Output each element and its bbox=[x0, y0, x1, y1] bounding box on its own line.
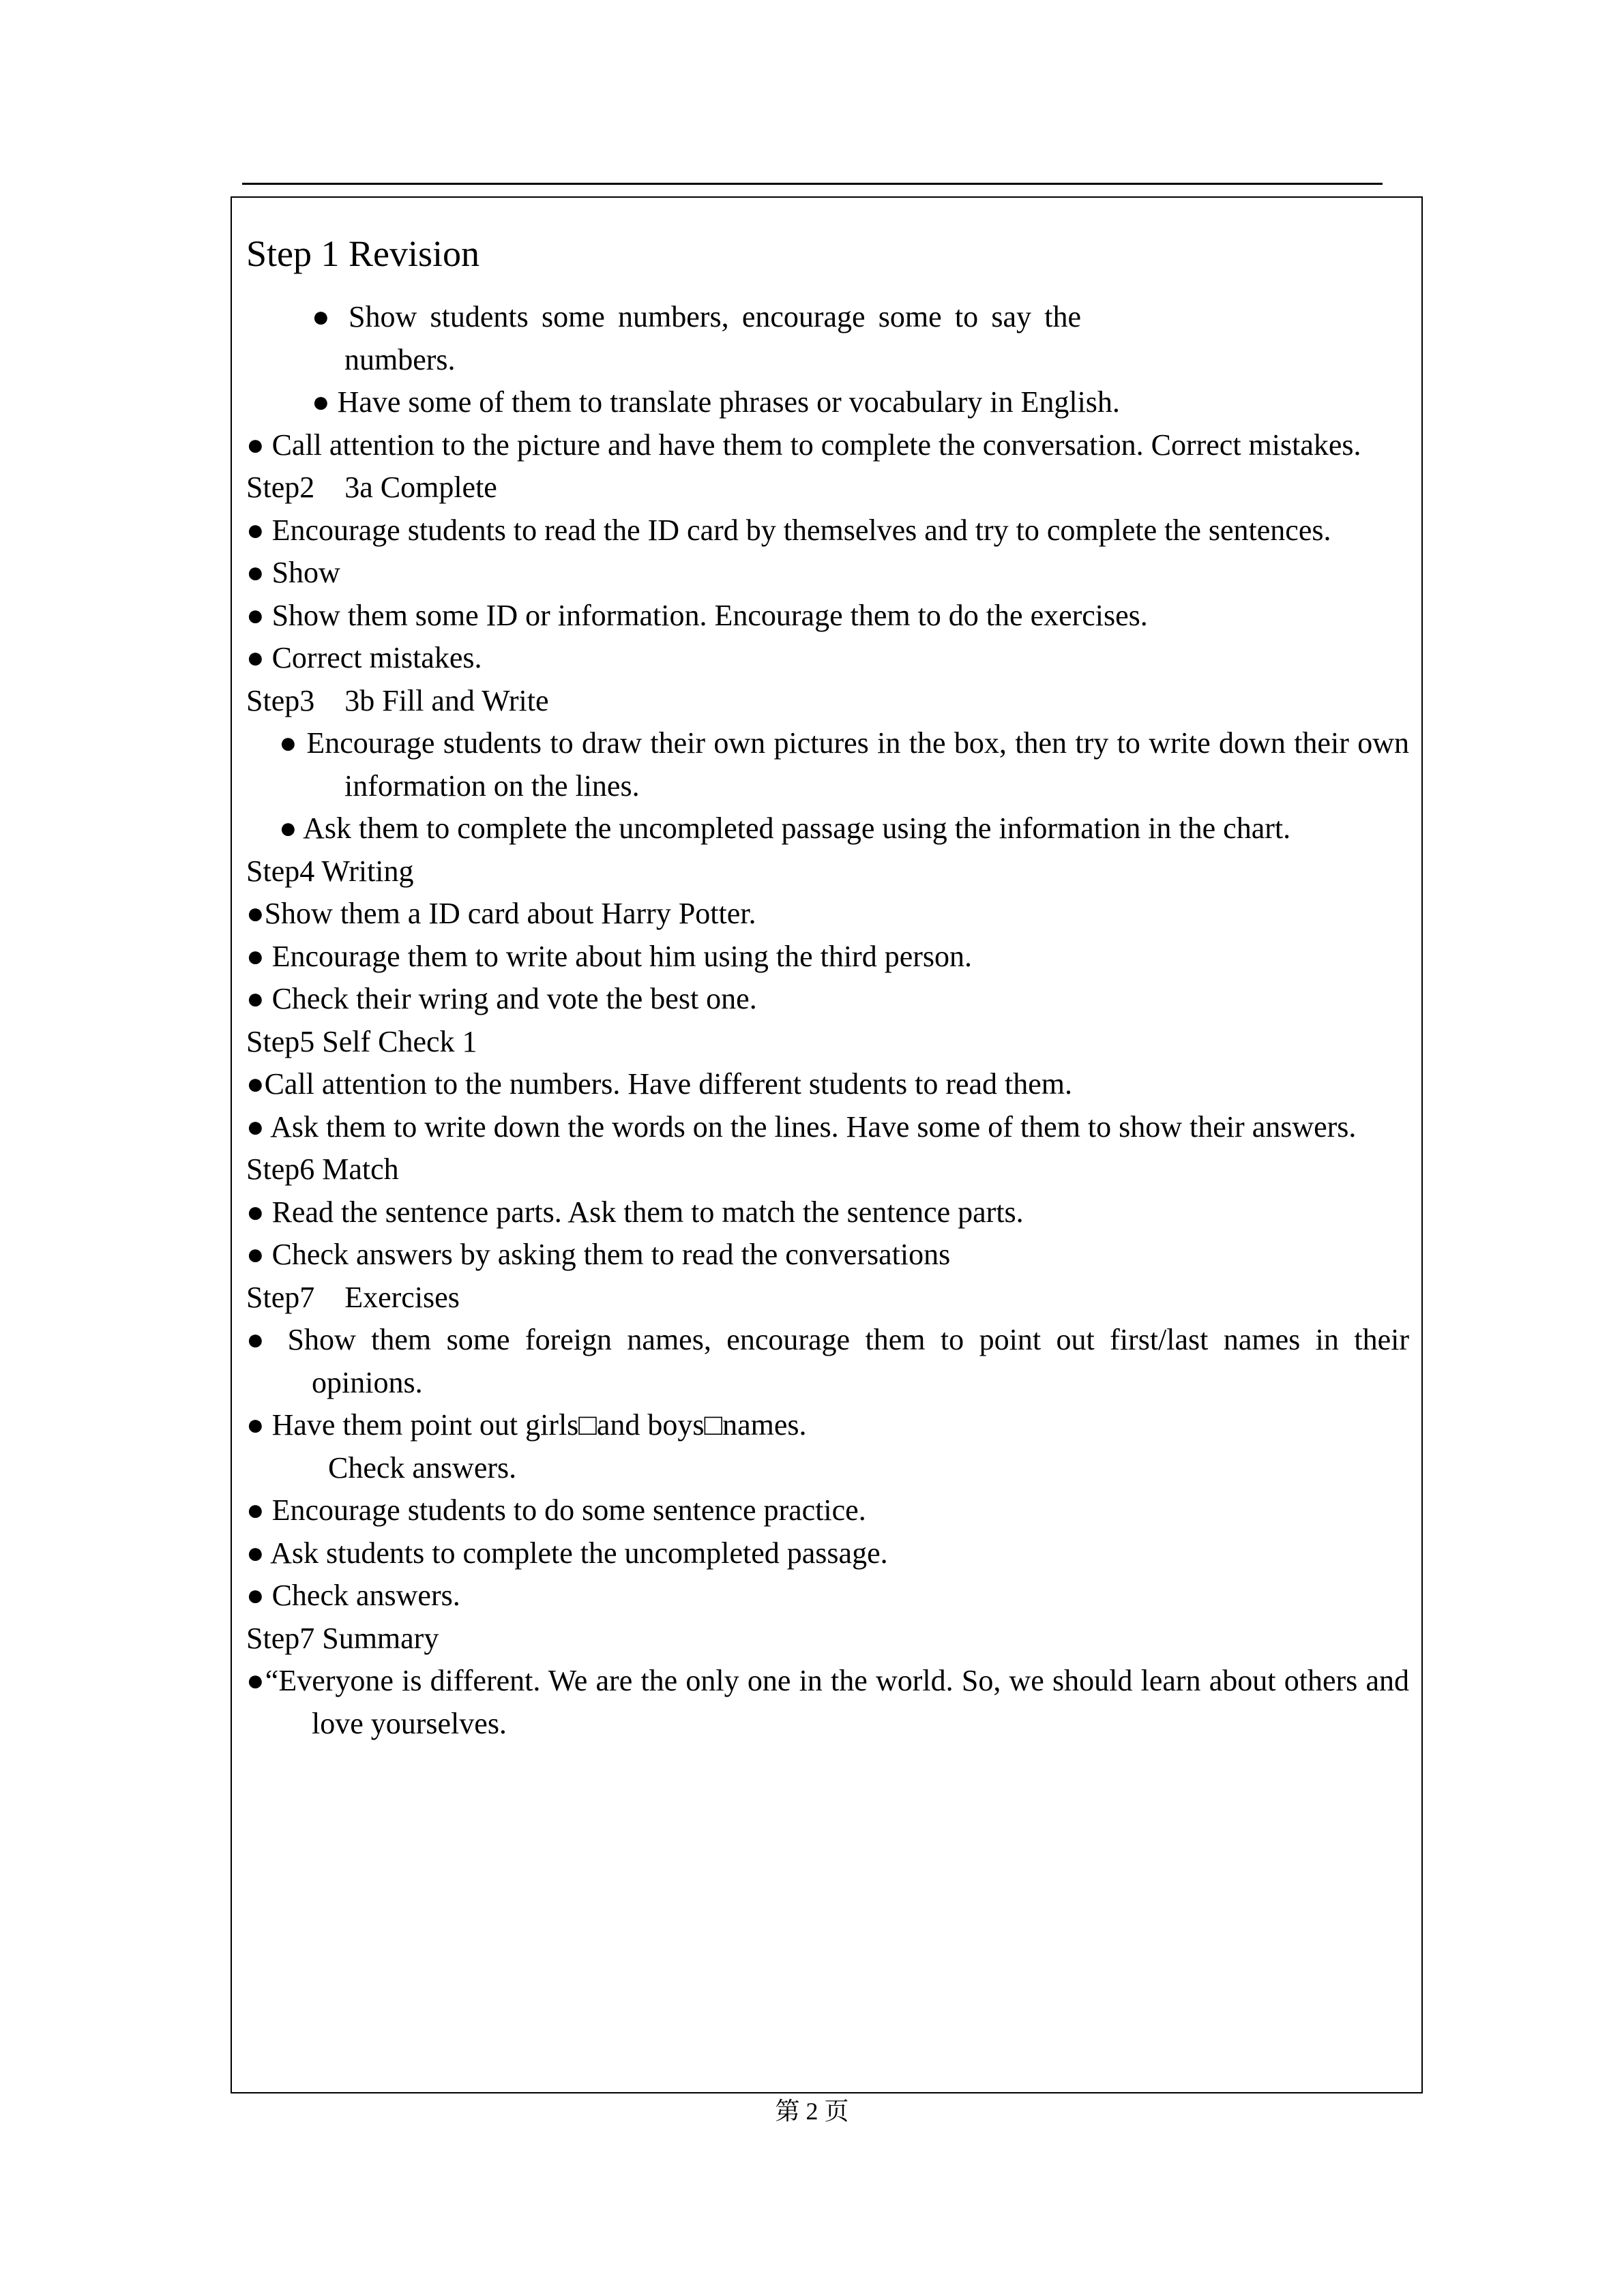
step7-bullet-5: ● Check answers. bbox=[246, 1579, 460, 1612]
step2-heading: Step2 3a Complete bbox=[246, 471, 497, 504]
step1-bullet-1: ● Show students some numbers, encourage some to say the numbers. bbox=[312, 300, 1081, 376]
step1-bullet-3: ● Call attention to the picture and have them to complete the conversation. Correct mistakes. bbox=[246, 428, 1361, 462]
step6-heading: Step6 Match bbox=[246, 1152, 399, 1186]
step7-bullet-4: ● Ask students to complete the uncompleted passage. bbox=[246, 1536, 888, 1570]
step3-heading: Step3 3b Fill and Write bbox=[246, 683, 549, 717]
step1-bullet-2: ● Have some of them to translate phrases or vocabulary in English. bbox=[312, 385, 1120, 419]
step7-bullet-3: ● Encourage students to do some sentence practice. bbox=[246, 1493, 866, 1527]
step7-heading: Step7 Exercises bbox=[246, 1280, 460, 1314]
step6-bullet-1: ● Read the sentence parts. Ask them to match the sentence parts. bbox=[246, 1195, 1024, 1229]
summary-heading: Step7 Summary bbox=[246, 1621, 439, 1655]
step4-heading: Step4 Writing bbox=[246, 854, 414, 888]
step7-bullet-1: ● Show them some foreign names, encourage them to point out first/last names in their opinions. bbox=[246, 1323, 1409, 1399]
step4-bullet-2: ● Encourage them to write about him using the third person. bbox=[246, 939, 973, 973]
step7-bullet-2-continuation: Check answers. bbox=[328, 1450, 517, 1485]
step3-bullet-2: ● Ask them to complete the uncompleted passage using the information in the chart. bbox=[279, 811, 1291, 845]
step4-bullet-1: ●Show them a ID card about Harry Potter. bbox=[246, 897, 756, 930]
section-title: Step 1 Revision bbox=[246, 233, 480, 274]
lesson-plan bbox=[246, 225, 1409, 1745]
step5-bullet-1: ●Call attention to the numbers. Have different students to read them. bbox=[246, 1067, 1073, 1101]
step4-bullet-3: ● Check their wring and vote the best one. bbox=[246, 982, 757, 1015]
step7-bullet-2: ● Have them point out girls□and boys□names. bbox=[246, 1408, 807, 1442]
step2-bullet-2: ● Show bbox=[246, 556, 340, 589]
step2-bullet-1: ● Encourage students to read the ID card by themselves and try to complete the sentences. bbox=[246, 513, 1331, 547]
summary-bullet-1: ●“Everyone is different. We are the only one in the world. So, we should learn about others and love yourselves. bbox=[246, 1664, 1409, 1740]
step2-bullet-4: ● Correct mistakes. bbox=[246, 641, 482, 674]
step5-bullet-2: ● Ask them to write down the words on the lines. Have some of them to show their answers. bbox=[246, 1109, 1357, 1144]
step5-heading: Step5 Self Check 1 bbox=[246, 1024, 477, 1058]
step6-bullet-2: ● Check answers by asking them to read the conversations bbox=[246, 1238, 951, 1271]
step2-bullet-3: ● Show them some ID or information. Encourage them to do the exercises. bbox=[246, 598, 1148, 632]
step3-bullet-1: ● Encourage students to draw their own pictures in the box, then try to write down their own information on the lines. bbox=[279, 726, 1409, 803]
header-rule bbox=[242, 183, 1383, 185]
page-number: 第 2 页 bbox=[775, 2098, 849, 2125]
